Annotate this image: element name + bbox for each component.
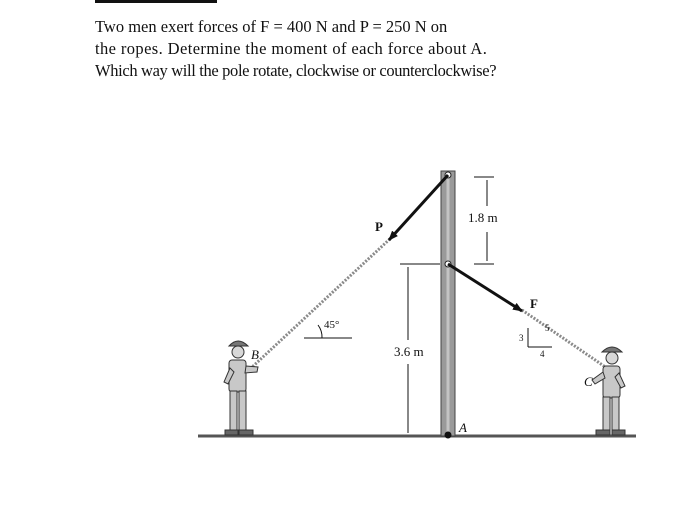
slope-label-3: 3 [519,333,524,343]
force-f-label: F [530,296,538,311]
dim-upper-label: 1.8 m [468,210,498,225]
problem-line-1: Two men exert forces of F = 400 N and P = 250 N on [95,17,448,36]
angle-label: 45° [324,319,340,331]
point-a-label: A [459,420,467,435]
left-rope [250,237,392,369]
problem-line-3: Which way will the pole rotate, clockwise or counterclockwise? [95,61,497,80]
force-p-label: P [375,219,383,234]
slope-label-5: 5 [545,323,550,333]
right-man-figure [592,347,625,435]
force-f-arrow [448,264,522,311]
angle-arc [318,325,322,338]
force-p-arrow [389,175,448,240]
slope-label-4: 4 [540,349,545,359]
dim-lower-label: 3.6 m [394,344,424,359]
problem-line-2: the ropes. Determine the moment of each force about A. [95,39,488,58]
point-b-label: B [251,347,259,362]
point-a-dot [445,432,452,439]
point-c-label: C [584,374,593,389]
